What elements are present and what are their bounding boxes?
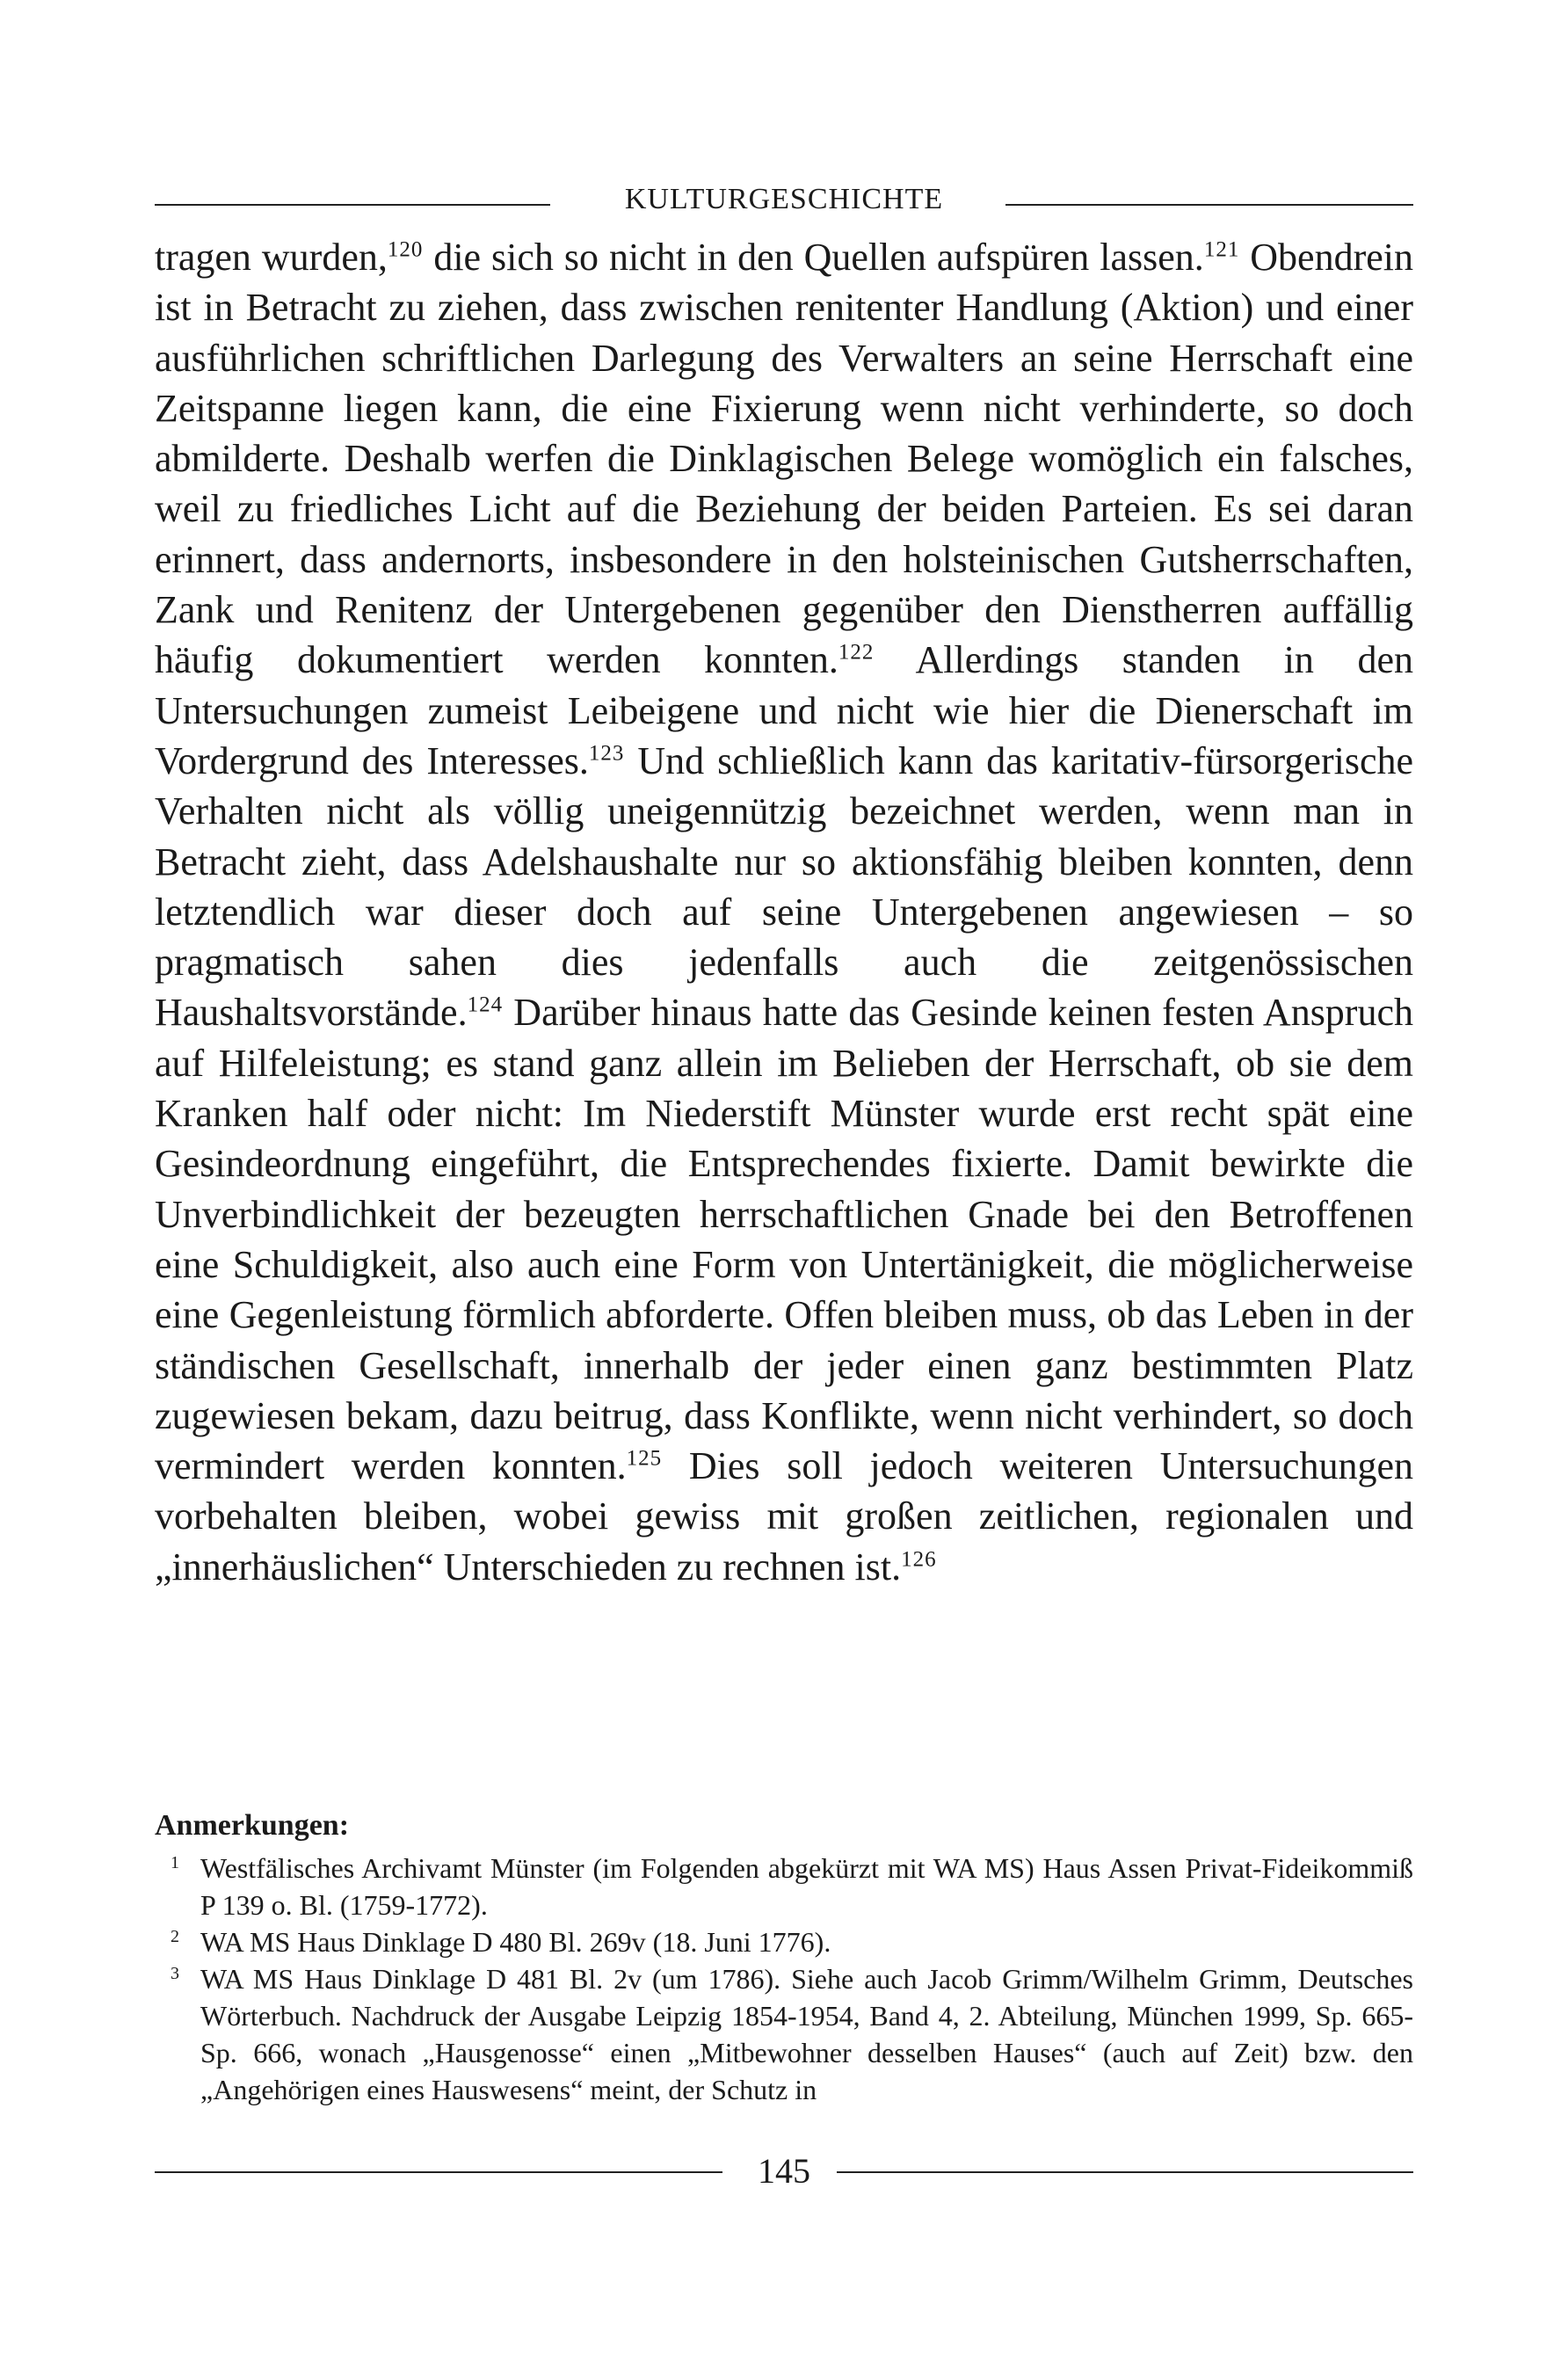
body-text (155, 232, 1413, 1592)
body-text-run: Obendrein ist in Betracht zu ziehen, dass zwischen renitenter Handlung (Aktion) und einer ausführlichen schriftlichen Darlegung des Verwalters an seine Herrschaft eine Zeitspanne liegen kann, die eine Fixierung wenn nicht verhinderte, so doch abmilderte. Deshalb werfen die Dinklagischen Belege womöglich ein falsches, weil zu friedliches Licht auf die Beziehung der beiden Parteien. Es sei daran erinnert, dass andernorts, insbesondere in den holsteinischen Gutsherrschaften, Zank und Renitenz der Untergebenen gegenüber den Dienstherren auffällig häufig dokumentiert werden konnten. (155, 236, 1413, 682)
footnote-marker: 126 (901, 1547, 937, 1572)
footnote-marker: 125 (626, 1446, 663, 1471)
note-number: 3 (171, 1964, 179, 1983)
footnote-marker: 121 (1203, 237, 1240, 262)
note-text: Westfälisches Archivamt Münster (im Folgenden abgekürzt mit WA MS) Haus Assen Privat-Fideikommiß P 139 o. Bl. (1759-1772). (200, 1852, 1413, 1921)
body-text-run: die sich so nicht in den Quellen aufspüren lassen. (423, 236, 1204, 279)
body-text-run: Allerdings standen in den Untersuchungen zumeist Leibeigene und nicht wie hier die Dienerschaft im Vordergrund des Interesses. (155, 638, 1413, 782)
page-number: 145 (758, 2151, 810, 2191)
footnote-marker: 120 (387, 237, 424, 262)
footnote-marker: 122 (838, 640, 875, 665)
notes-heading: Anmerkungen: (155, 1809, 350, 1842)
notes-list (155, 1850, 1413, 2108)
note-item (155, 1850, 1413, 1923)
body-text-run: Dies soll jedoch weiteren Untersuchungen vorbehalten bleiben, wobei gewiss mit großen zeitlichen, regionalen und „innerhäuslichen“ Unterschieden zu rechnen ist. (155, 1444, 1413, 1588)
footer-rule-right (837, 2171, 1413, 2173)
note-text: WA MS Haus Dinklage D 481 Bl. 2v (um 1786). Siehe auch Jacob Grimm/Wilhelm Grimm, Deutsches Wörterbuch. Nachdruck der Ausgabe Leipzig 1854-1954, Band 4, 2. Abteilung, München 1999, Sp. 665-Sp. 666, wonach „Hausgenosse“ einen „Mitbewohner desselben Hauses“ (auch auf Zeit) bzw. den „Angehörigen eines Hauswesens“ meint, der Schutz in (200, 1963, 1413, 2105)
note-number: 2 (171, 1927, 179, 1946)
note-number: 1 (171, 1853, 179, 1872)
body-text-run: Darüber hinaus hatte das Gesinde keinen festen Anspruch auf Hilfeleistung; es stand ganz allein im Belieben der Herrschaft, ob sie dem Kranken half oder nicht: Im Niederstift Münster wurde erst recht spät eine Gesindeordnung eingeführt, die Entsprechendes fixierte. Damit bewirkte die Unverbindlichkeit der bezeugten herrschaftlichen Gnade bei den Betroffenen eine Schuldigkeit, also auch eine Form von Untertänigkeit, die möglicherweise eine Gegenleistung förmlich abforderte. Offen bleiben muss, ob das Leben in der ständischen Gesellschaft, innerhalb der jeder einen ganz bestimmten Platz zugewiesen bekam, dazu beitrug, dass Konflikte, wenn nicht verhindert, so doch vermindert werden konnten. (155, 991, 1413, 1488)
footnote-marker: 123 (588, 741, 625, 766)
body-text-run: Und schließlich kann das karitativ-fürsorgerische Verhalten nicht als völlig uneigennützig bezeichnet werden, wenn man in Betracht zieht, dass Adelshaushalte nur so aktionsfähig bleiben konnten, denn letztendlich war dieser doch auf seine Untergebenen angewiesen – so pragmatisch sahen dies jedenfalls auch die zeitgenössischen Haushaltsvorstände. (155, 738, 1414, 1035)
main-paragraph (155, 232, 1413, 1592)
note-item (155, 1923, 1413, 1960)
body-text-run: tragen wurden, (155, 236, 388, 279)
note-text: WA MS Haus Dinklage D 480 Bl. 269v (18. Juni 1776). (200, 1926, 831, 1958)
footnote-marker: 124 (467, 992, 504, 1017)
header-rule-right (1005, 204, 1413, 206)
running-title: KULTURGESCHICHTE (624, 183, 944, 215)
note-item (155, 1960, 1413, 2108)
